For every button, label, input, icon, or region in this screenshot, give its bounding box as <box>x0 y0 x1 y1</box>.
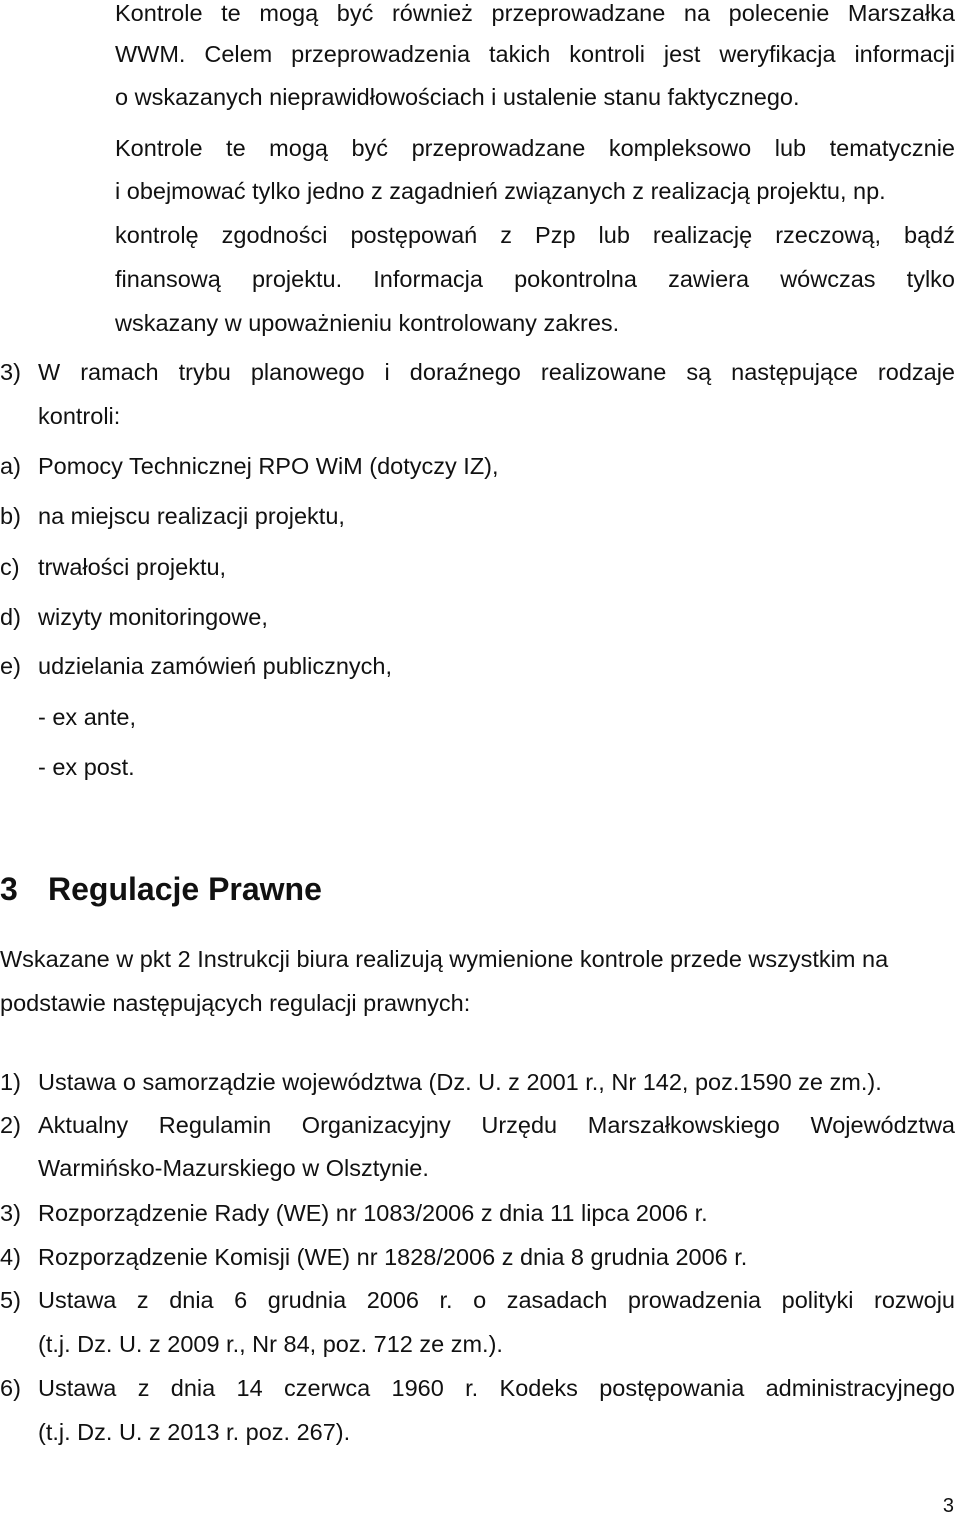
point3-item-text: udzielania zamówień publicznych, <box>38 653 393 679</box>
regulation-text: Ustawa z dnia 14 czerwca 1960 r. Kodeks postępowania administracyjnego <box>38 1375 955 1401</box>
point3-item-text: wizyty monitoringowe, <box>38 604 268 630</box>
regulation-label: 6) <box>0 1375 21 1401</box>
point3-number: 3) <box>0 359 21 385</box>
intro-para1-line3: o wskazanych nieprawidłowościach i ustalenie stanu faktycznego. <box>115 84 800 110</box>
regulation-label: 4) <box>0 1244 21 1270</box>
point3-item-text: Pomocy Technicznej RPO WiM (dotyczy IZ), <box>38 453 499 479</box>
intro-para2-line3: kontrolę zgodności postępowań z Pzp lub realizację rzeczową, bądź <box>115 222 955 248</box>
point3-subitem-ex-post: - ex post. <box>38 754 135 780</box>
section-intro-line2: podstawie następujących regulacji prawnych: <box>0 990 471 1016</box>
intro-para2-line5: wskazany w upoważnieniu kontrolowany zakres. <box>115 310 620 336</box>
regulation-label: 5) <box>0 1287 21 1313</box>
point3-line1: W ramach trybu planowego i doraźnego realizowane są następujące rodzaje <box>38 359 955 385</box>
intro-para2-line1: Kontrole te mogą być przeprowadzane kompleksowo lub tematycznie <box>115 135 955 161</box>
section-number: 3 <box>0 871 18 907</box>
regulation-text: Ustawa z dnia 6 grudnia 2006 r. o zasadach prowadzenia polityki rozwoju <box>38 1287 955 1313</box>
intro-para1-line2: WWM. Celem przeprowadzenia takich kontroli jest weryfikacja informacji <box>115 41 955 67</box>
regulation-text: Rozporządzenie Komisji (WE) nr 1828/2006 z dnia 8 grudnia 2006 r. <box>38 1244 748 1270</box>
point3-item-label: a) <box>0 453 21 479</box>
point3-item-text: na miejscu realizacji projektu, <box>38 503 345 529</box>
intro-para2-line2: i obejmować tylko jedno z zagadnień związanych z realizacją projektu, np. <box>115 178 886 204</box>
regulation-text-cont: (t.j. Dz. U. z 2013 r. poz. 267). <box>38 1419 351 1445</box>
point3-item-label: c) <box>0 554 20 580</box>
regulation-label: 1) <box>0 1069 21 1095</box>
section-heading <box>0 870 322 908</box>
regulation-label: 2) <box>0 1112 21 1138</box>
point3-item-label: e) <box>0 653 21 679</box>
regulation-text: Rozporządzenie Rady (WE) nr 1083/2006 z dnia 11 lipca 2006 r. <box>38 1200 708 1226</box>
point3-line2: kontroli: <box>38 403 121 429</box>
page-number: 3 <box>942 1495 954 1517</box>
point3-item-text: trwałości projektu, <box>38 554 227 580</box>
point3-subitem-ex-ante: - ex ante, <box>38 704 136 730</box>
section-intro-line1: Wskazane w pkt 2 Instrukcji biura realizują wymienione kontrole przede wszystkim na <box>0 946 889 972</box>
regulation-label: 3) <box>0 1200 21 1226</box>
section-title: Regulacje Prawne <box>48 871 322 907</box>
intro-para1-line1: Kontrole te mogą być również przeprowadzane na polecenie Marszałka <box>115 0 955 26</box>
regulation-text-cont: Warmińsko-Mazurskiego w Olsztynie. <box>38 1155 429 1181</box>
intro-para2-line4: finansową projektu. Informacja pokontrolna zawiera wówczas tylko <box>115 266 955 292</box>
regulation-text: Aktualny Regulamin Organizacyjny Urzędu Marszałkowskiego Województwa <box>38 1112 955 1138</box>
point3-item-label: b) <box>0 503 21 529</box>
regulation-text-cont: (t.j. Dz. U. z 2009 r., Nr 84, poz. 712 ze zm.). <box>38 1331 503 1357</box>
point3-item-label: d) <box>0 604 21 630</box>
regulation-text: Ustawa o samorządzie województwa (Dz. U. z 2001 r., Nr 142, poz.1590 ze zm.). <box>38 1069 882 1095</box>
